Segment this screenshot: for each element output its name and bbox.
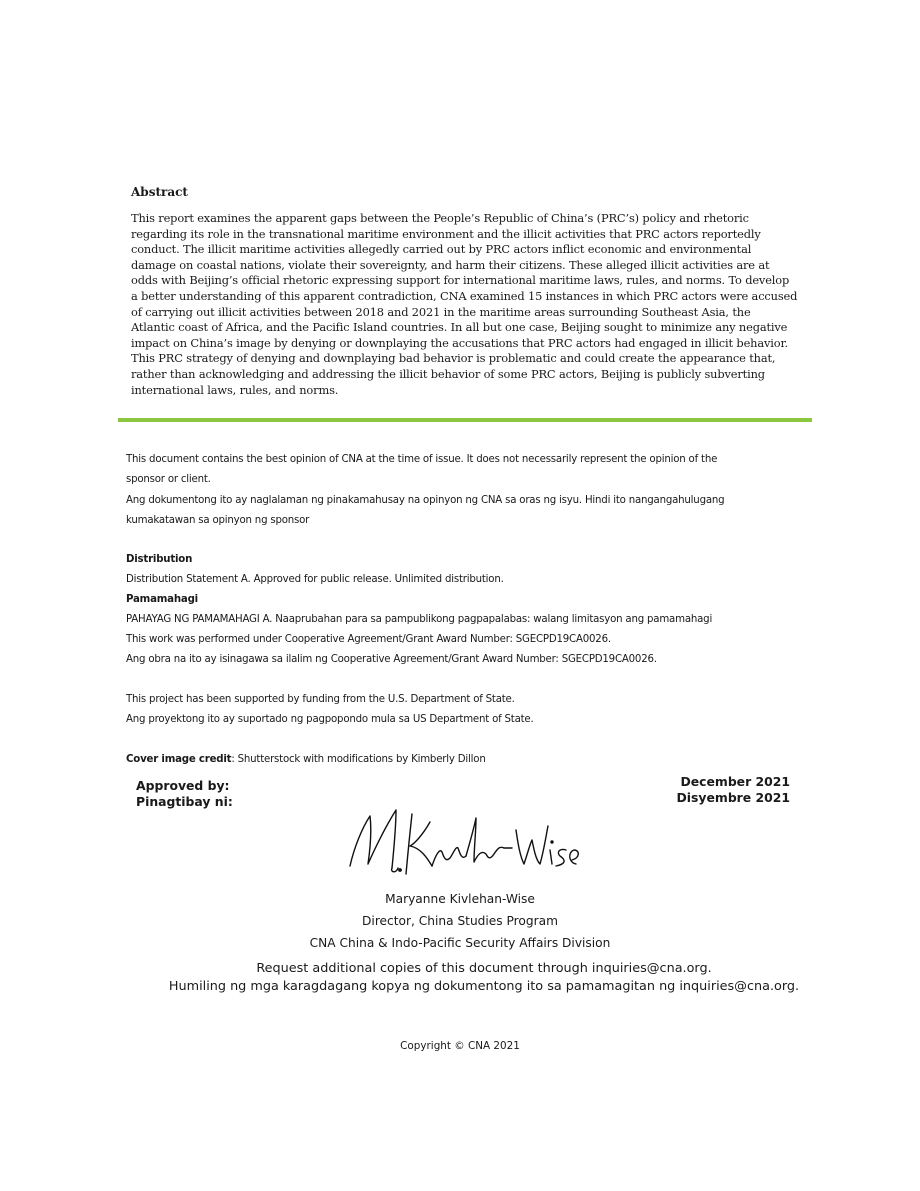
- signature: [340, 802, 580, 880]
- cover-credit: [126, 750, 826, 770]
- request-line-tl: Humiling ng mga karagdagang kopya ng dokumentong ito sa pamamagitan ng inquiries@cna.org.: [168, 978, 800, 994]
- request-copies: [0, 960, 920, 995]
- abstract-line: rather than acknowledging and addressing the illicit behavior of some PRC actors, Beijing is publicly subverting: [131, 366, 765, 381]
- date-label: December 2021: [680, 774, 790, 789]
- distribution-section: [126, 550, 826, 670]
- disclaimer-line: Ang dokumentong ito ay naglalaman ng pinakamahusay na opinyon ng CNA sa oras ng isyu. Hindi ito nangangahulugang: [126, 494, 725, 506]
- funding-statement: This project has been supported by funding from the U.S. Department of State.: [126, 694, 515, 705]
- abstract-heading: Abstract: [131, 185, 188, 199]
- distribution-statement: Distribution Statement A. Approved for public release. Unlimited distribution.: [126, 574, 504, 585]
- publication-date: [677, 774, 790, 806]
- abstract-line: Atlantic coast of Africa, and the Pacific Island countries. In all but one case, Beijing sought to minimize any negative: [131, 320, 788, 335]
- signer-name: Maryanne Kivlehan-Wise: [385, 892, 535, 906]
- copyright: Copyright © CNA 2021: [400, 1040, 520, 1052]
- abstract-line: conduct. The illicit maritime activities allegedly carried out by PRC actors inflict economic and environmental: [131, 242, 752, 257]
- abstract-body: [131, 211, 813, 398]
- approved-by: [136, 778, 233, 810]
- abstract-line: a better understanding of this apparent contradiction, CNA examined 15 instances in which PRC actors were accused: [131, 288, 798, 303]
- disclaimer-line: kumakatawan sa opinyon ng sponsor: [126, 514, 310, 526]
- abstract-line: odds with Beijing’s official rhetoric expressing support for international maritime laws, rules, and norms. To develop: [131, 273, 790, 288]
- request-line: Request additional copies of this document through inquiries@cna.org.: [256, 961, 712, 976]
- approved-by-label-tl: Pinagtibay ni:: [136, 794, 233, 809]
- disclaimer-line: This document contains the best opinion of CNA at the time of issue. It does not necessarily represent the opinion of the: [126, 454, 718, 465]
- cover-credit-label: Cover image credit: [126, 754, 232, 765]
- date-label-tl: Disyembre 2021: [676, 790, 790, 805]
- disclaimer: [126, 450, 806, 531]
- disclaimer-line: sponsor or client.: [126, 474, 211, 486]
- grant-statement: This work was performed under Cooperative Agreement/Grant Award Number: SGECPD19CA0026.: [126, 634, 611, 645]
- abstract-line: of carrying out illicit activities between 2018 and 2021 in the maritime areas surrounding Southeast Asia, the: [131, 304, 751, 319]
- distribution-statement-tl: PAHAYAG NG PAMAMAHAGI A. Naaprubahan para sa pampublikong pagpapalabas: walang limitasyon ang pamamahagi: [126, 614, 713, 625]
- abstract-line: This report examines the apparent gaps between the People’s Republic of China’s (PRC’s) policy and rhetoric: [131, 211, 749, 225]
- funding-statement-tl: Ang proyektong ito ay suportado ng pagpopondo mula sa US Department of State.: [126, 714, 534, 725]
- abstract-line: This PRC strategy of denying and downplaying bad behavior is problematic and could create the appearance that,: [131, 351, 776, 366]
- grant-statement-tl: Ang obra na ito ay isinagawa sa ilalim ng Cooperative Agreement/Grant Award Number: SGECPD19CA0026.: [126, 654, 657, 665]
- abstract-line: impact on China’s image by denying or downplaying the accusations that PRC actors had engaged in illicit behavior.: [131, 335, 788, 350]
- abstract-section: [131, 185, 813, 398]
- abstract-line: regarding its role in the transnational maritime environment and the illicit activities that PRC actors reportedly: [131, 226, 761, 241]
- section-divider: [118, 418, 812, 422]
- abstract-line: international laws, rules, and norms.: [131, 382, 339, 397]
- cover-credit-text: : Shutterstock with modifications by Kimberly Dillon: [231, 754, 486, 765]
- signer-block: [0, 888, 920, 954]
- signer-title: Director, China Studies Program: [362, 914, 558, 928]
- approved-by-label: Approved by:: [136, 778, 230, 793]
- distribution-heading: Distribution: [126, 554, 193, 565]
- signer-division: CNA China & Indo-Pacific Security Affairs Division: [309, 936, 611, 950]
- funding-section: [126, 690, 826, 730]
- distribution-heading-tl: Pamamahagi: [126, 594, 198, 605]
- abstract-line: damage on coastal nations, violate their sovereignty, and harm their citizens. These alleged illicit activities are at: [131, 257, 770, 272]
